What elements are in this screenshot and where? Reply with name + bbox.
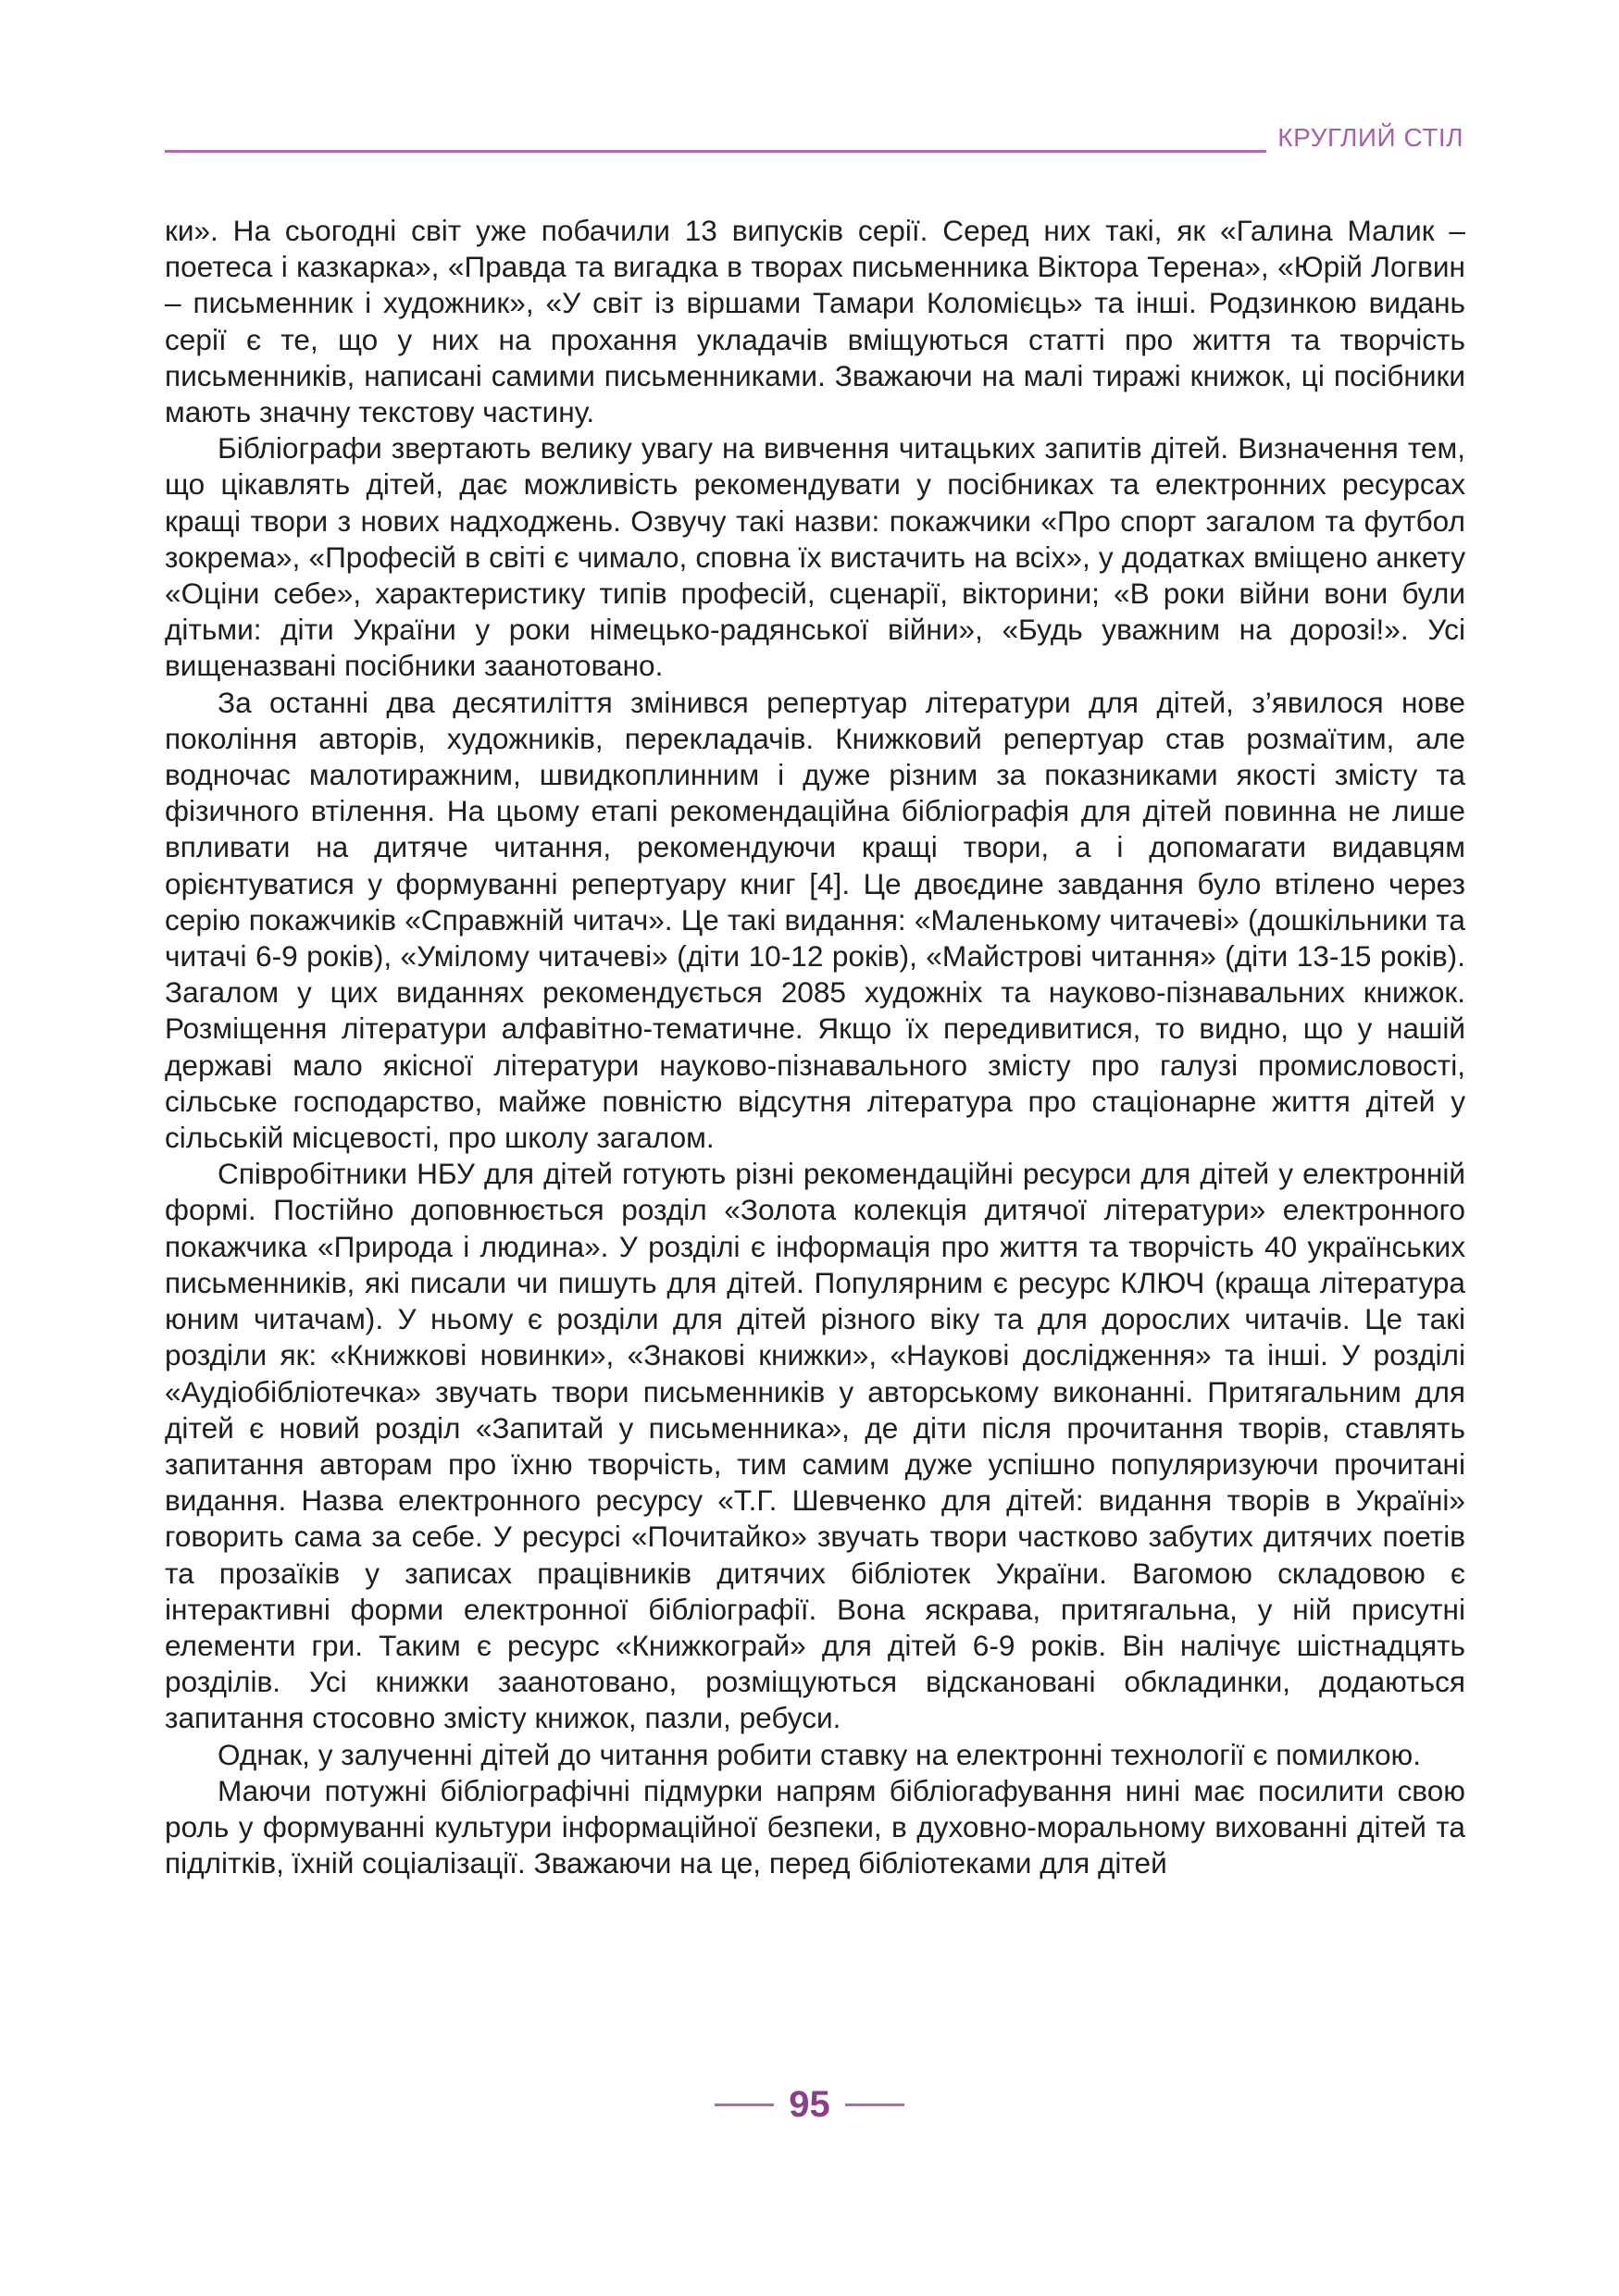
footer-rule-right — [845, 2104, 904, 2106]
running-head: КРУГЛИЙ СТІЛ — [1277, 123, 1463, 152]
paragraph-5: Однак, у залученні дітей до читання робити ставку на електронні технології є помилкою. — [218, 1737, 1422, 1771]
paragraph-1: ки». На сьогодні світ уже побачили 13 випусків серії. Серед них такі, як «Галина Малик – поетеса і казкарка», «Правда та вигадка в творах письменника Віктора Терена», «Юрій Логвин – письменник і художник», «У світ із віршами Тамари Коломієць» та інші. Родзинкою видань серії є те, що у них на прохання укладачів вміщуються статті про життя та творчість письменників, написані самими письменниками. Зважаючи на малі тиражі книжок, ці посібники мають значну текстову частину. — [165, 214, 1465, 429]
page-footer — [0, 2084, 1619, 2126]
paragraph-3: За останні два десятиліття змінився репертуар літератури для дітей, з’явилося нове покоління авторів, художників, перекладачів. Книжковий репертуар став розмаїтим, але водночас малотиражним, швидкоплинним і дуже різним за показниками якості змісту та фізичного втілення. На цьому етапі рекомендаційна бібліографія для дітей повинна не лише впливати на дитяче читання, рекомендуючи кращі твори, а і допомагати видавцям орієнтуватися у формуванні репертуару книг [4]. Це двоєдине завдання було втілено через серію покажчиків «Справжній читач». Це такі видання: «Маленькому читачеві» (дошкільники та читачі 6-9 років), «Умілому читачеві» (діти 10-12 років), «Майстрові читання» (діти 13-15 років). Загалом у цих виданнях рекомендується 2085 художніх та науково-пізнавальних книжок. Розміщення літератури алфавітно-тематичне. Якщо їх передивитися, то видно, що у нашій державі мало якісної літератури науково-пізнавального змісту про галузі промисловості, сільське господарство, майже повністю відсутня література про стаціонарне життя дітей у сільській місцевості, про школу загалом. — [165, 685, 1465, 1155]
paragraph-2: Бібліографи звертають велику увагу на вивчення читацьких запитів дітей. Визначення тем, що цікавлять дітей, дає можливість рекомендувати у посібниках та електронних ресурсах кращі твори з нових надходжень. Озвучу такі назви: покажчики «Про спорт загалом та футбол зокрема», «Професій в світі є чимало, сповна їх вистачить на всіх», у додатках вміщено анкету «Оціни себе», характеристику типів професій, сценарії, вікторини; «В роки війни вони були дітьми: діти України у роки німецько-радянської війни», «Будь уважним на дорозі!». Усі вищеназвані посібники заанотовано. — [165, 431, 1465, 683]
article-body — [165, 213, 1465, 1881]
page-number: 95 — [789, 2084, 830, 2125]
footer-rule-left — [715, 2104, 774, 2106]
header-rule — [165, 150, 1266, 153]
paragraph-4: Співробітники НБУ для дітей готують різні рекомендаційні ресурси для дітей у електронній формі. Постійно доповнюється розділ «Золота колекція дитячої літератури» електронного покажчика «Природа і людина». У розділі є інформація про життя та творчість 40 українських письменників, які писали чи пишуть для дітей. Популярним є ресурс КЛЮЧ (краща література юним читачам). У ньому є розділи для дітей різного віку та для дорослих читачів. Це такі розділи як: «Книжкові новинки», «Знакові книжки», «Наукові дослідження» та інші. У розділі «Аудіобібліотечка» звучать твори письменників у авторському виконанні. Притягальним для дітей є новий розділ «Запитай у письменника», де діти після прочитання творів, ставлять запитання авторам про їхню творчість, тим самим дуже успішно популяризуючи прочитані видання. Назва електронного ресурсу «Т.Г. Шевченко для дітей: видання творів в Україні» говорить сама за себе. У ресурсі «Почитайко» звучать твори частково забутих дитячих поетів та прозаїків у записах працівників дитячих бібліотек України. Вагомою складовою є інтерактивні форми електронної бібліографії. Вона яскрава, притягальна, у ній присутні елементи гри. Таким є ресурс «Книжкограй» для дітей 6-9 років. Він налічує шістнадцять розділів. Усі книжки заанотовано, розміщуються відскановані обкладинки, додаються запитання стосовно змісту книжок, пазли, ребуси. — [165, 1157, 1465, 1735]
paragraph-6: Маючи потужні бібліографічні підмурки напрям бібліогафування нині має посилити свою роль у формуванні культури інформаційної безпеки, в духовно-моральному вихованні дітей та підлітків, їхній соціалізації. Зважаючи на це, перед бібліотеками для дітей — [165, 1773, 1465, 1880]
